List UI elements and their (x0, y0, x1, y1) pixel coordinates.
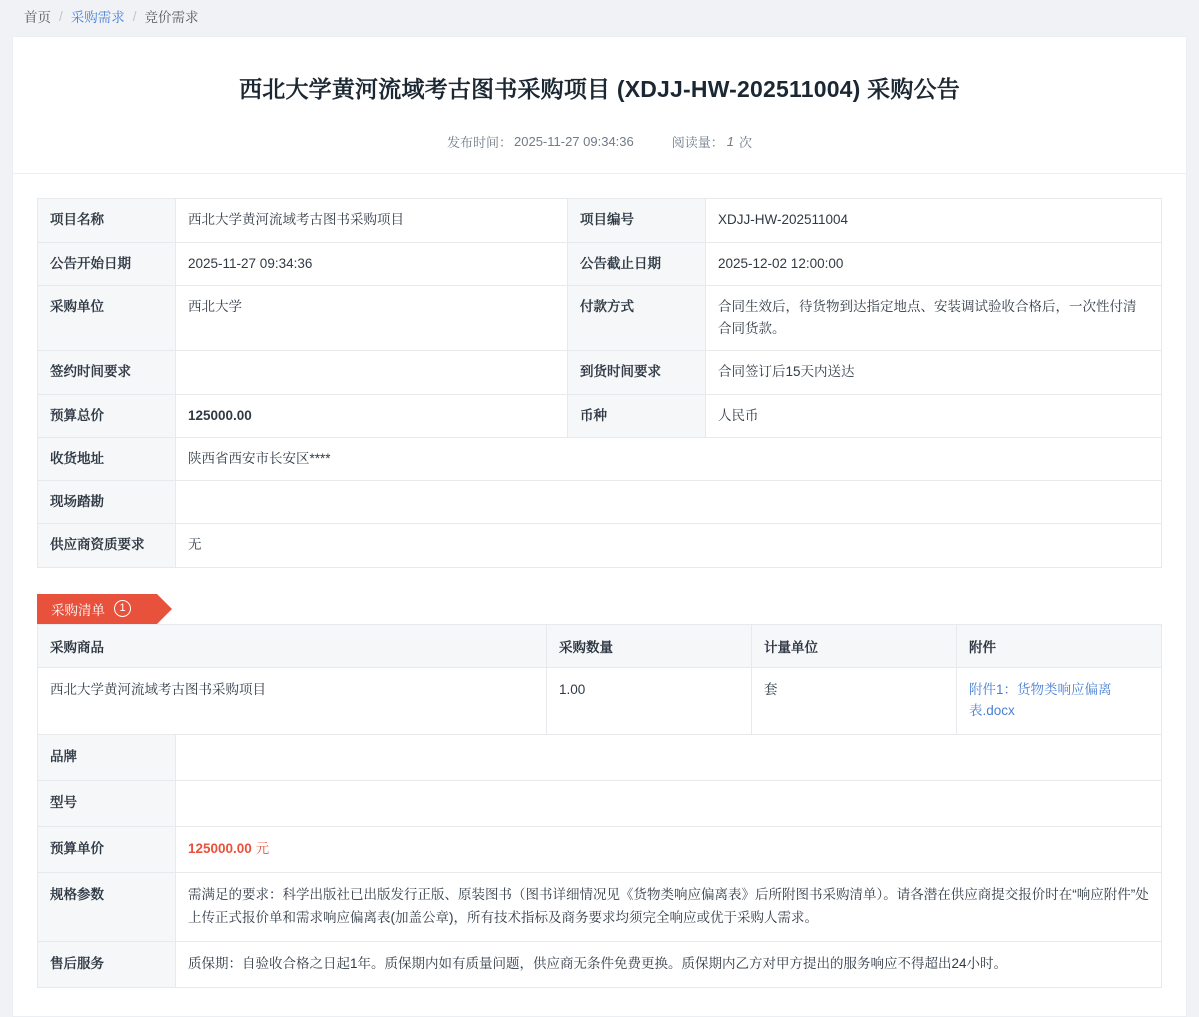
value-unit-budget-price-cell (176, 827, 1162, 873)
breadcrumb-item-purchase-demand[interactable]: 采购需求 (70, 10, 125, 25)
value-supplier-qualification: 无 (176, 524, 1162, 567)
table-row (38, 873, 1162, 942)
value-purchaser: 西北大学 (176, 285, 568, 351)
table-row (38, 781, 1162, 827)
value-delivery-address: 陕西省西安市长安区**** (176, 437, 1162, 480)
label-purchaser: 采购单位 (38, 285, 176, 351)
value-budget-total: 125000.00 (176, 394, 568, 437)
table-row (38, 285, 1162, 351)
value-after-sales: 质保期：自验收合格之日起1年。质保期内如有质量问题，供应商无条件免费更换。质保期内乙方对甲方提出的服务响应不得超出24小时。 (176, 941, 1162, 987)
tab-purchase-list[interactable] (37, 594, 157, 624)
label-delivery-time: 到货时间要求 (568, 351, 706, 394)
value-brand (176, 735, 1162, 781)
table-row (38, 941, 1162, 987)
column-header-attachment: 附件 (957, 624, 1162, 667)
status-badge: 1 (114, 600, 131, 617)
announcement-card (12, 36, 1187, 1017)
table-row (38, 242, 1162, 285)
attachment-link[interactable]: 附件1：货物类响应偏离表.docx (969, 681, 1112, 719)
value-project-name: 西北大学黄河流域考古图书采购项目 (176, 199, 568, 242)
publish-time-label: 发布时间： (446, 135, 512, 151)
purchase-list-table (37, 624, 1162, 988)
label-spec-params: 规格参数 (38, 873, 176, 942)
purchase-list-wrap (13, 624, 1186, 1016)
label-project-name: 项目名称 (38, 199, 176, 242)
value-unit-budget-price: 125000.00 (188, 841, 252, 857)
value-goods-name: 西北大学黄河流域考古图书采购项目 (38, 667, 547, 735)
value-goods-qty: 1.00 (547, 667, 752, 735)
label-budget-total: 预算总价 (38, 394, 176, 437)
value-sign-time (176, 351, 568, 394)
label-currency: 币种 (568, 394, 706, 437)
view-count-label: 阅读量： (671, 135, 724, 151)
view-count (672, 132, 752, 151)
breadcrumb (0, 0, 1199, 32)
value-model (176, 781, 1162, 827)
label-unit-budget-price: 预算单价 (38, 827, 176, 873)
table-row (38, 827, 1162, 873)
column-header-goods: 采购商品 (38, 624, 547, 667)
value-currency: 人民币 (706, 394, 1162, 437)
view-count-value: 1 (726, 134, 734, 150)
column-header-qty: 采购数量 (547, 624, 752, 667)
label-model: 型号 (38, 781, 176, 827)
label-project-code: 项目编号 (568, 199, 706, 242)
value-payment-method: 合同生效后，待货物到达指定地点、安装调试验收合格后，一次性付清合同货款。 (706, 285, 1162, 351)
table-header-row (38, 624, 1162, 667)
label-end-date: 公告截止日期 (568, 242, 706, 285)
publish-time (447, 132, 634, 151)
info-table (37, 198, 1162, 567)
page-title: 西北大学黄河流域考古图书采购项目 (XDJJ-HW-202511004) 采购公告 (239, 76, 960, 102)
breadcrumb-item-bidding-demand[interactable]: 竞价需求 (144, 10, 199, 25)
label-site-survey: 现场踏勘 (38, 481, 176, 524)
label-after-sales: 售后服务 (38, 941, 176, 987)
label-start-date: 公告开始日期 (38, 242, 176, 285)
table-row (38, 735, 1162, 781)
label-brand: 品牌 (38, 735, 176, 781)
value-delivery-time: 合同签订后15天内送达 (706, 351, 1162, 394)
table-row (38, 667, 1162, 735)
table-row (38, 481, 1162, 524)
value-goods-unit: 套 (752, 667, 957, 735)
column-header-unit: 计量单位 (752, 624, 957, 667)
label-supplier-qualification: 供应商资质要求 (38, 524, 176, 567)
meta-line (53, 132, 1146, 151)
label-delivery-address: 收货地址 (38, 437, 176, 480)
breadcrumb-separator: / (132, 8, 137, 24)
value-end-date: 2025-12-02 12:00:00 (706, 242, 1162, 285)
table-row (38, 437, 1162, 480)
label-sign-time: 签约时间要求 (38, 351, 176, 394)
attachment-cell (957, 667, 1162, 735)
value-spec-params: 需满足的要求：科学出版社已出版发行正版、原装图书（图书详细情况见《货物类响应偏离表》后所附图书采购清单）。请各潜在供应商提交报价时在“响应附件”处上传正式报价单和需求响应偏离表(加盖公章)，所有技术指标及商务要求均须完全响应或优于采购人需求。 (176, 873, 1162, 942)
table-row (38, 351, 1162, 394)
section-header (37, 594, 1162, 624)
tab-purchase-list-label: 采购清单 (51, 602, 105, 618)
view-count-unit: 次 (739, 135, 753, 151)
table-row (38, 394, 1162, 437)
breadcrumb-item-home[interactable]: 首页 (24, 10, 51, 25)
info-table-wrap (13, 174, 1186, 567)
value-site-survey (176, 481, 1162, 524)
label-payment-method: 付款方式 (568, 285, 706, 351)
value-project-code: XDJJ-HW-202511004 (706, 199, 1162, 242)
value-start-date: 2025-11-27 09:34:36 (176, 242, 568, 285)
title-area (13, 37, 1186, 174)
table-row (38, 524, 1162, 567)
value-unit-budget-price-suffix: 元 (251, 841, 270, 857)
publish-time-value: 2025-11-27 09:34:36 (514, 134, 634, 150)
table-row (38, 199, 1162, 242)
breadcrumb-separator: / (59, 8, 63, 24)
